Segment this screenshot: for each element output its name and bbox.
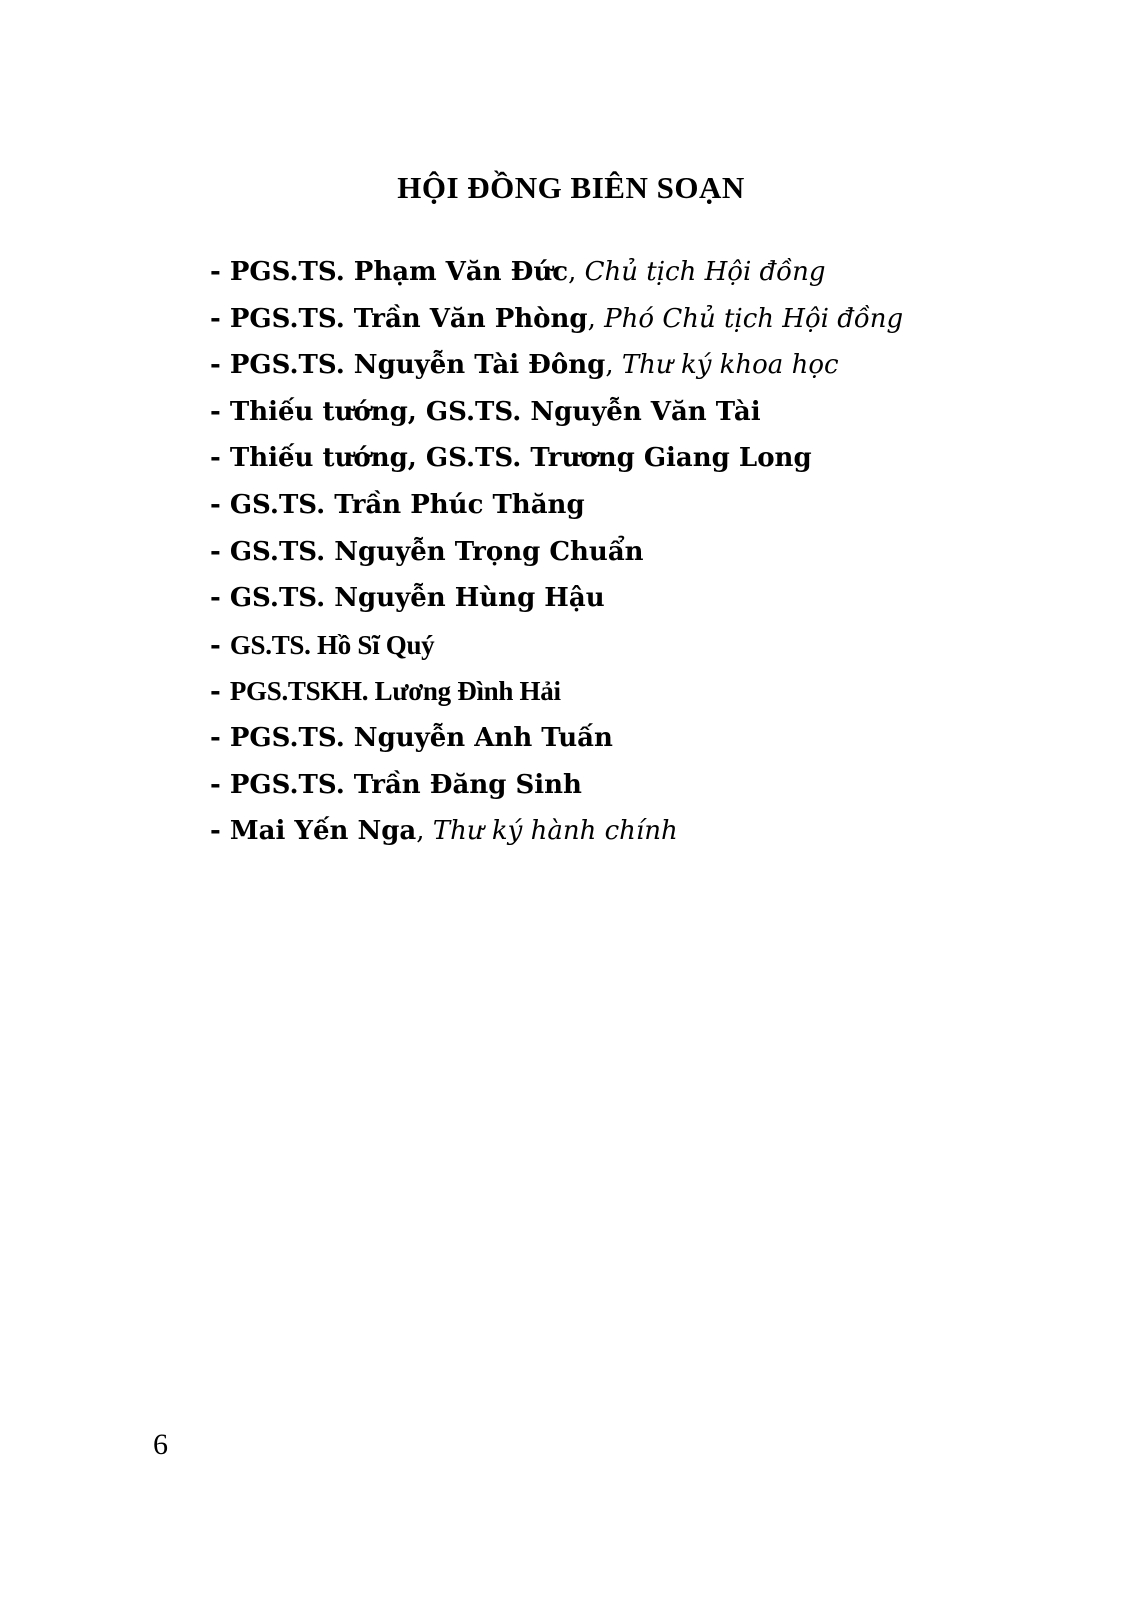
list-item-dash: - [210,396,230,427]
list-item [210,485,903,532]
list-item [210,532,903,579]
member-separator: , [568,257,585,287]
list-item [210,671,903,718]
list-item-dash: - [210,257,230,287]
member-name: PGS.TS. Nguyễn Anh Tuấn [229,722,613,753]
member-name: PGS.TS. Trần Đăng Sinh [229,769,582,800]
list-item-dash: - [210,630,230,661]
list-item-dash: - [210,443,230,474]
list-item-dash: - [210,350,230,381]
member-role: Chủ tịch Hội đồng [584,257,826,287]
member-name: GS.TS. Trần Phúc Thăng [229,489,585,520]
list-item-dash: - [210,769,230,800]
member-name: PGS.TSKH. Lương Đình Hải [229,676,561,707]
list-item [210,718,903,765]
member-role: Thư ký khoa học [621,350,839,381]
list-item [210,392,903,439]
member-name: Mai Yến Nga [229,816,417,847]
list-item-dash: - [210,722,230,753]
member-name: GS.TS. Hồ Sĩ Quý [229,629,435,660]
page-title: HỘI ĐỒNG BIÊN SOẠN [397,170,745,205]
member-separator: , [587,303,605,334]
member-name: Thiếu tướng, GS.TS. Nguyễn Văn Tài [229,396,761,427]
list-item [210,438,903,485]
member-name: PGS.TS. Trần Văn Phòng [229,303,588,334]
list-item [210,345,903,392]
member-name: PGS.TS. Nguyễn Tài Đông [229,350,606,381]
list-item-dash: - [210,489,230,520]
list-item [210,625,903,672]
list-item-dash: - [210,303,230,334]
member-list [210,252,903,858]
list-item-dash: - [210,583,230,614]
member-separator: , [605,350,622,381]
page-number: 6 [153,1428,168,1461]
member-name: GS.TS. Nguyễn Trọng Chuẩn [229,536,644,567]
member-separator: , [416,816,433,847]
member-name: Thiếu tướng, GS.TS. Trương Giang Long [229,443,812,474]
list-item-dash: - [210,816,230,847]
list-item-dash: - [210,677,230,708]
member-name: PGS.TS. Phạm Văn Đức [229,257,569,287]
list-item [210,299,903,346]
list-item [210,811,903,858]
list-item [210,252,903,299]
list-item [210,578,903,625]
list-item-dash: - [210,536,230,567]
member-role: Phó Chủ tịch Hội đồng [604,303,904,334]
member-role: Thư ký hành chính [432,816,678,847]
list-item [210,765,903,812]
member-name: GS.TS. Nguyễn Hùng Hậu [229,583,605,614]
